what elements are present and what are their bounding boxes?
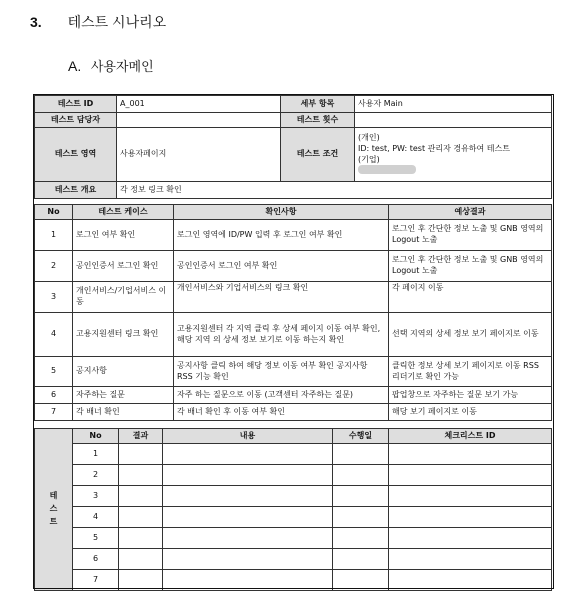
case-name: 공인인증서 로그인 확인: [73, 251, 174, 282]
condition-value: [355, 128, 552, 182]
table-row: [35, 486, 552, 507]
result-no: 2: [73, 465, 119, 486]
case-check: 개인서비스와 기업서비스의 링크 확인: [174, 282, 389, 313]
results-header-content: 내용: [163, 429, 333, 444]
overview-value: 각 정보 링크 확인: [117, 182, 552, 199]
result-no: 6: [73, 549, 119, 570]
case-check: 고용지원센터 각 지역 클릭 후 상세 페이지 이동 여부 확인, 해당 지역 의 상세 정보 보기로 이동 하는지 확인: [174, 313, 389, 357]
count-value: [355, 113, 552, 128]
condition-line: (개인): [358, 132, 380, 142]
condition-label: 테스트 조건: [281, 128, 355, 182]
detail-value: 사용자 Main: [355, 96, 552, 113]
table-row: [35, 251, 552, 282]
results-side-label: 테 스 트: [35, 429, 73, 591]
test-id-label: 테스트 ID: [35, 96, 117, 113]
case-name: 로그인 여부 확인: [73, 220, 174, 251]
table-row: [35, 528, 552, 549]
redacted-text: [358, 165, 416, 174]
result-no: 3: [73, 486, 119, 507]
case-no: 1: [35, 220, 73, 251]
overview-label: 테스트 개요: [35, 182, 117, 199]
subsection-number: A.: [68, 58, 82, 74]
area-value: 사용자페이지: [117, 128, 281, 182]
case-no: 2: [35, 251, 73, 282]
case-name: 각 배너 확인: [73, 404, 174, 421]
test-cases-table: [34, 204, 552, 421]
results-header-date: 수행일: [333, 429, 389, 444]
area-label: 테스트 영역: [35, 128, 117, 182]
case-name: 공지사항: [73, 357, 174, 387]
case-check: 자주 하는 질문으로 이동 (고객센터 자주하는 질문): [174, 387, 389, 404]
table-row: [35, 570, 552, 591]
case-expected: 클릭한 정보 상세 보기 페이지로 이동 RSS 리더기로 확인 가능: [389, 357, 552, 387]
table-row: [35, 387, 552, 404]
owner-value: [117, 113, 281, 128]
case-no: 6: [35, 387, 73, 404]
test-info-table: [34, 95, 552, 199]
result-no: 4: [73, 507, 119, 528]
detail-label: 세부 항목: [281, 96, 355, 113]
subsection-heading: [68, 56, 154, 75]
cases-header-no: No: [35, 205, 73, 220]
case-expected: 해당 보기 페이지로 이동: [389, 404, 552, 421]
table-row: [35, 507, 552, 528]
table-row: [35, 313, 552, 357]
cases-header-expected: 예상결과: [389, 205, 552, 220]
section-number: 3.: [30, 14, 42, 30]
result-no: 5: [73, 528, 119, 549]
table-row: [35, 465, 552, 486]
case-check: 공인인증서 로그인 여부 확인: [174, 251, 389, 282]
case-name: 개인서비스/기업서비스 이동: [73, 282, 174, 313]
test-results-table: [34, 428, 552, 591]
case-expected: 로그인 후 간단한 정보 노출 및 GNB 영역의 Logout 노출: [389, 220, 552, 251]
table-row: [35, 444, 552, 465]
result-no: 7: [73, 570, 119, 591]
condition-line: ID: test, PW: test 관리자 경유하여 테스트: [358, 143, 510, 153]
table-row: [35, 357, 552, 387]
owner-label: 테스트 담당자: [35, 113, 117, 128]
case-no: 4: [35, 313, 73, 357]
case-no: 7: [35, 404, 73, 421]
section-title: 테스트 시나리오: [67, 14, 167, 30]
table-row: [35, 549, 552, 570]
case-expected: 선택 지역의 상세 정보 보기 페이지로 이동: [389, 313, 552, 357]
table-row: [35, 404, 552, 421]
case-name: 고용지원센터 링크 확인: [73, 313, 174, 357]
subsection-title: 사용자메인: [90, 59, 154, 74]
count-label: 테스트 횟수: [281, 113, 355, 128]
results-header-no: No: [73, 429, 119, 444]
case-expected: 팝업창으로 자주하는 질문 보기 가능: [389, 387, 552, 404]
section-heading: [30, 12, 166, 32]
condition-line: (기업): [358, 154, 380, 164]
cases-header-check: 확인사항: [174, 205, 389, 220]
results-header-result: 결과: [119, 429, 163, 444]
case-name: 자주하는 질문: [73, 387, 174, 404]
test-id-value: A_001: [117, 96, 281, 113]
case-no: 5: [35, 357, 73, 387]
table-row: [35, 220, 552, 251]
result-no: 1: [73, 444, 119, 465]
case-no: 3: [35, 282, 73, 313]
results-header-checklist: 체크리스트 ID: [389, 429, 552, 444]
case-expected: 로그인 후 간단한 정보 노출 및 GNB 영역의 Logout 노출: [389, 251, 552, 282]
case-expected: 각 페이지 이동: [389, 282, 552, 313]
case-check: 공지사항 클릭 하여 해당 정보 이동 여부 확인 공지사항 RSS 기능 확인: [174, 357, 389, 387]
table-row: [35, 282, 552, 313]
case-check: 로그인 영역에 ID/PW 입력 후 로그인 여부 확인: [174, 220, 389, 251]
cases-header-case: 테스트 케이스: [73, 205, 174, 220]
case-check: 각 배너 확인 후 이동 여부 확인: [174, 404, 389, 421]
